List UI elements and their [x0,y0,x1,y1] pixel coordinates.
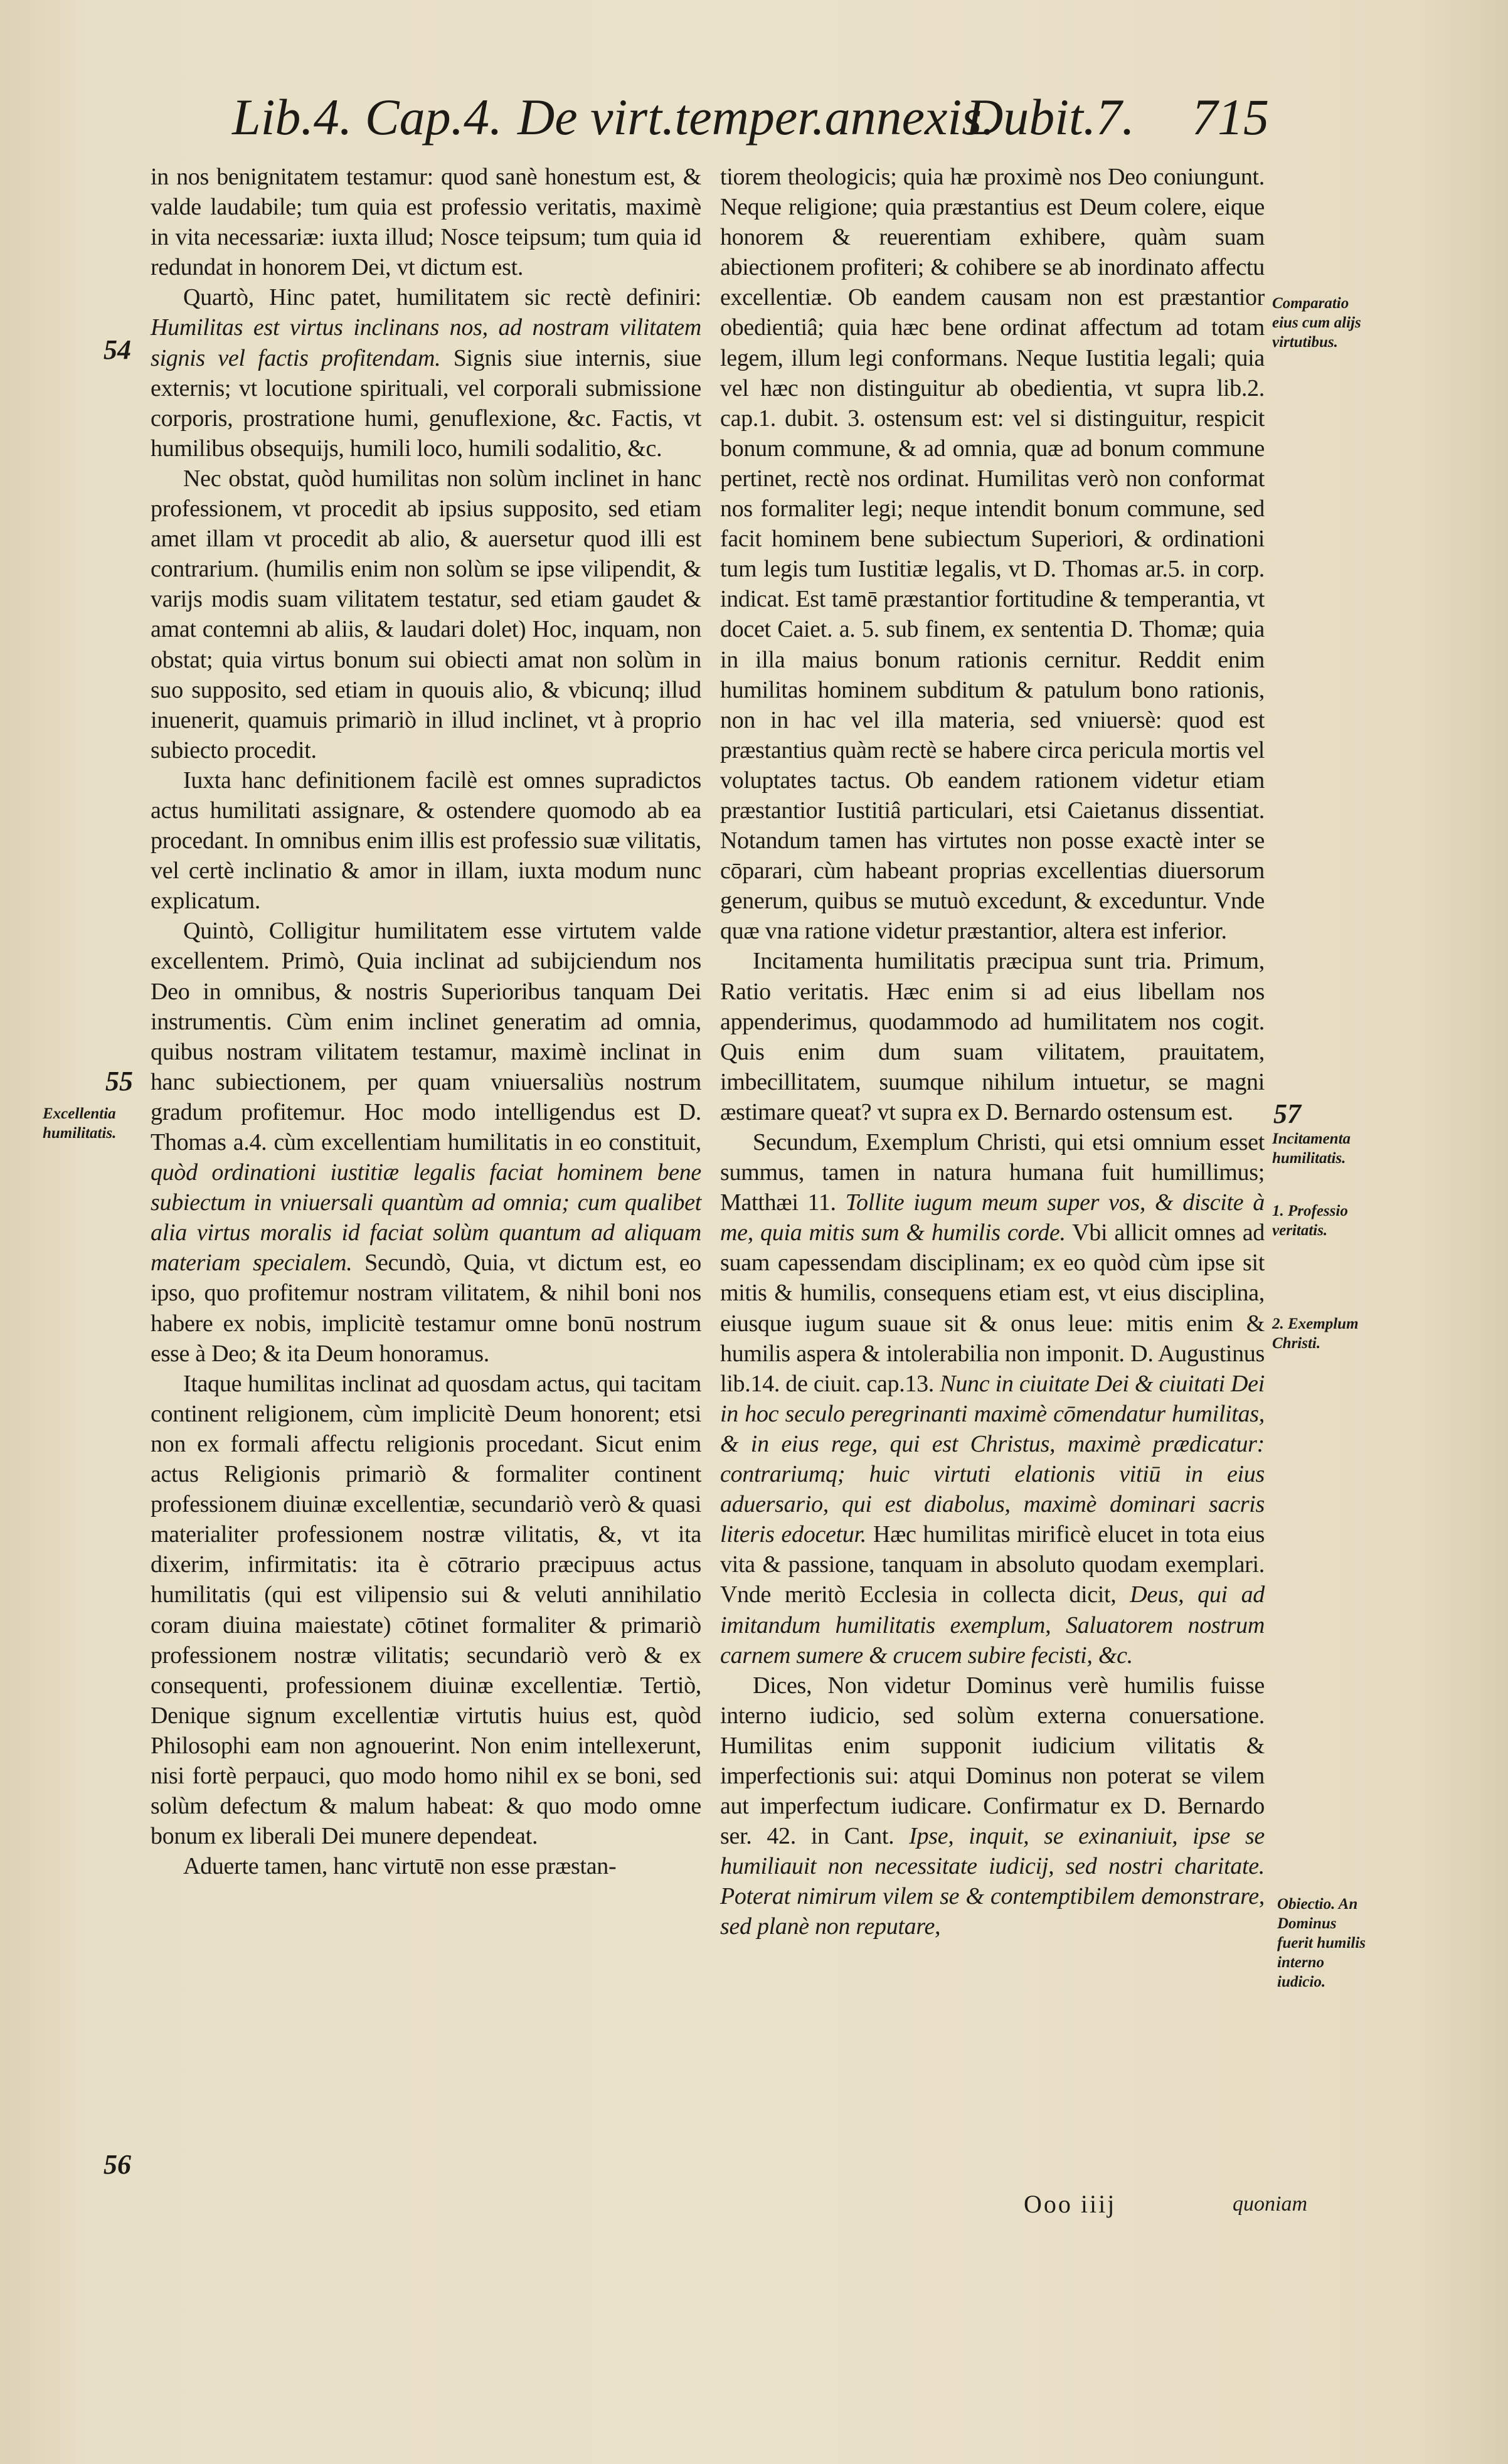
text-run: Hæc humilitas mirificè elucet in tota eius vita & passione, tanquam in absoluto quodam exemplari. Vnde meritò Ecclesia in collecta dicit, [720,1521,1265,1608]
margin-note-obiectio: Obiectio. An Dominus fuerit humilis interno iudicio. [1277,1896,1366,1990]
paragraph-number-56: 56 [104,2149,131,2180]
header-title: De virt.temper.annexis. [518,88,995,146]
running-header [232,88,1298,157]
paragraph-number-54: 54 [104,334,131,365]
right-paragraph-4 [720,1670,1265,1942]
quotation-italic: Ipse, inquit, se exinaniuit, ipse se humiliauit non necessitate iudicij, sed nostri charitate. Poterat nimirum vilem se & contemptibilem demonstrare, sed planè non reputare, [720,1823,1265,1940]
right-paragraph-2: Incitamenta humilitatis præcipua sunt tria. Primum, Ratio veritatis. Hæc enim si ad eius libellam nos appenderimus, quodammodo ad humilitatem nos cogit. Quis enim dum suam vilitatem, prauitatem, imbecillitatem, suumque nihilum intuetur, se magni æstimare queat? vt supra ex D. Bernardo ostensum est. [720,948,1265,1125]
text-run: Quartò, Hinc patet, humilitatem sic rectè definiri: [183,284,701,311]
margin-note-incitamenta: Incitamenta humilitatis. [1272,1130,1351,1167]
left-column [151,162,701,2201]
margin-note-excellentia: Excellentia humilitatis. [43,1105,117,1142]
paragraph-number-57: 57 [1273,1098,1301,1129]
margin-note-exemplum: 2. Exemplum Christi. [1272,1315,1359,1352]
page-number: 715 [1192,88,1269,146]
left-paragraph-5 [151,916,701,1368]
left-paragraph-2 [151,282,701,464]
text-run: Signis siue internis, siue externis; vt locutione spirituali, vel corporali submissione corporis, prostratione humi, genuflexione, &c. Factis, vt humilibus obsequijs, humili loco, humili sodalitio, &c. [151,344,702,462]
text-run: Dices, Non videtur Dominus verè humilis fuisse interno iudicio, sed solùm externa conuersatione. Humilitas enim supponit iudicium vilitatis & imperfectionis sui: atqui Dominus non poterat se vilem aut imperfectum iudicare. Confirmatur ex D. Bernardo ser. 42. in Cant. [720,1672,1265,1850]
header-dubitatio: Dubit.7. [966,88,1135,146]
right-column [720,162,1265,2201]
text-run: Vbi allicit omnes ad suam capessendam disciplinam; ex eo quòd cùm ipse sit mitis & humilis, consequens etiam est, vt eius disciplina, eiusque iugum suaue sit & onus leue: mitis enim & humilis aspera & intolerabilia non imponit. D. Augustinus lib.14. de ciuit. cap.13. [720,1219,1265,1397]
margin-note-professio: 1. Professio veritatis. [1272,1203,1348,1239]
text-run: Secundum, Exemplum Christi, qui etsi omnium esset summus, tamen in natura humana fuit humillimus; Matthæi 11. [720,1129,1265,1216]
signature-mark: Ooo iiij [1024,2190,1117,2218]
right-paragraph-1: tiorem theologicis; quia hæ proximè nos Deo coniungunt. Neque religione; quia præstantius est Deum colere, eique honorem & reuerentiam exhibere, quàm suam abiectionem profiteri; & cohibere se ab inordinato affectu excellentiæ. Ob eandem causam non est præstantior obedientiâ; quia hæc bene ordinat affectum ad totam legem, illum legi conformans. Neque Iustitia legali; quia vel hæc non distinguitur ab obedientia, vt supra lib.2. cap.1. dubit. 3. ostensum est: vel si distinguitur, respicit bonum commune, & ad omnia, quæ ad bonum commune pertinet, rectè nos ordinat. Humilitas verò non conformat nos formaliter legi; neque intendit bonum commune, sed facit hominem bene subiectum Superiori, & ordinationi tum legis tum Iustitiæ legalis, vt D. Thomas ar.5. in corp. indicat. Est tamē præstantior fortitudine & temperantia, vt docet Caiet. a. 5. sub finem, ex sententia D. Thomæ; quia in illa maius bonum rationis cernitur. Reddit enim humilitas hominem subditum & patulum bono rationis, non in hac vel illa materia, sed vniuersè: quod est præstantius quàm rectè se habere circa pericula mortis vel voluptates tactus. Ob eandem rationem videtur etiam præstantior Iustitiâ particulari, etsi Caietanus dissentiat. Notandum tamen has virtutes non posse exactè inter se cōparari, cùm habeant proprias excellentias diuersorum generum, quibus se mutuò excedunt, & exceduntur. Vnde quæ vna ratione videtur præstantior, altera est inferior. [720,164,1265,945]
left-paragraph-3: Nec obstat, quòd humilitas non solùm inclinet in hanc professionem, vt procedit ab ipsius supposito, sed etiam amet illam vt procedit ab alio, & auersetur quod illi est contrarium. (humilis enim non solùm se ipse vilipendit, & varijs modis suam vilitatem testatur, sed etiam gaudet & amat contemni ab aliis, & laudari dolet) Hoc, inquam, non obstat; quia virtus bonum sui obiecti amat non solùm in suo supposito, sed etiam in quouis alio, & vbicunq; illud inuenerit, quamuis primariò in illud inclinet, vt à proprio subiecto procedit. [151,465,701,763]
quotation-italic: Nunc in ciuitate Dei & ciuitati Dei in hoc seculo peregrinanti maximè cōmendatur humilitas, & in eius rege, qui est Christus, maximè prædicatur: contrariumq; huic virtuti elationis vitiū in eius aduersario, qui est diabolus, maximè dominari sacris literis edocetur. [720,1370,1265,1548]
quotation-italic: Deus, qui ad imitandum humilitatis exemplum, Saluatorem nostrum carnem sumere & crucem subire fecisti, &c. [720,1581,1265,1669]
margin-note-comparatio: Comparatio eius cum alijs virtutibus. [1272,295,1361,351]
right-paragraph-3 [720,1127,1265,1670]
text-run: Quintò, Colligitur humilitatem esse virtutem valde excellentem. Primò, Quia inclinat ad subijciendum nos Deo in omnibus, & nostris Superioribus tanquam Dei instrumentis. Cùm enim inclinet generatim ad omnia, quibus nostram vilitatem testamur, maximè inclinat in hanc subiectionem, per quam vniuersaliùs nostrum gradum profitemur. Hoc modo intelligendus est D. Thomas a.4. cùm excellentiam humilitatis in eo constituit, [151,918,701,1155]
paragraph-number-55: 55 [105,1066,133,1097]
catchword: quoniam [1233,2192,1307,2216]
definition-italic: Humilitas est virtus inclinans nos, ad nostram vilitatem signis vel factis profitendam. [151,314,701,371]
left-paragraph-4: Iuxta hanc definitionem facilè est omnes supradictos actus humilitati assignare, & ostendere quomodo ab ea procedant. In omnibus enim illis est professio suæ vilitatis, vel certè inclinatio & amor in illam, iuxta modum nunc explicatum. [151,767,701,915]
text-run: Secundò, Quia, vt dictum est, eo ipso, quo profitemur nostram vilitatem, & nihil boni nos habere ex nobis, implicitè testamur omne bonū nostrum esse à Deo; & ita Deum honoramus. [151,1250,701,1367]
header-book-chapter: Lib.4. Cap.4. [232,88,502,146]
quotation-italic: Tollite iugum meum super vos, & discite à me, quia mitis sum & humilis corde. [720,1189,1265,1246]
left-paragraph-1: in nos benignitatem testamur: quod sanè honestum est, & valde laudabile; tum quia est professio veritatis, maximè in vita necessariæ: iuxta illud; Nosce teipsum; tum quia id redundat in honorem Dei, vt dictum est. [151,164,701,281]
left-paragraph-6: Itaque humilitas inclinat ad quosdam actus, qui tacitam continent religionem, cùm implicitè Deum honorent; etsi non ex formali affectu religionis procedant. Sicut enim actus Religionis primariò & formaliter continent professionem diuinæ excellentiæ, secundariò verò & quasi materialiter professionem nostræ vilitatis, &, vt ita dixerim, infirmitatis: ita è cōtrario præcipuus actus humilitatis (qui est vilipensio sui & veluti annihilatio coram diuina maiestate) cōtinet formaliter & primariò professionem nostræ vilitatis; secundariò verò & ex consequenti, professionem diuinæ excellentiæ. Tertiò, Denique signum excellentiæ virtutis huius est, quòd Philosophi eam non agnouerint. Non enim intellexerunt, nisi fortè perpauci, quo modo homo nihil ex se boni, sed solùm defectum & malum habeat: & quo modo omne bonum ex liberali Dei munere dependeat. [151,1370,701,1850]
left-paragraph-7: Aduerte tamen, hanc virtutē non esse præstan- [183,1853,617,1880]
quotation-italic: quòd ordinationi iustitiæ legalis faciat hominem bene subiectum in vniuersali quantùm ad omnia; cum qualibet alia virtus moralis id faciat solùm quantum ad aliquam materiam specialem. [151,1159,701,1277]
